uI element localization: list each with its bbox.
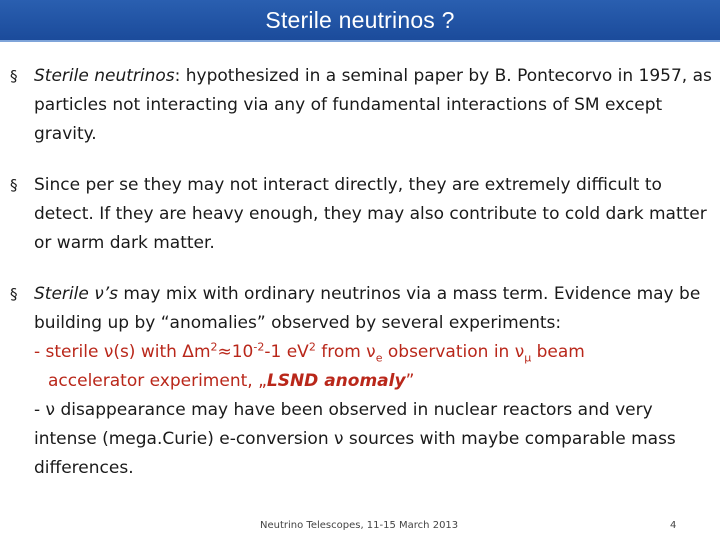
bullet-3-text: [34, 284, 700, 333]
bullet-3-emphasis: Sterile ν’s: [34, 284, 118, 304]
footer-page-number: 4: [670, 520, 677, 531]
bullet-2: [8, 171, 713, 258]
sub-item-reactors: [34, 396, 713, 483]
bullet-1-emphasis: Sterile neutrinos: [34, 66, 175, 86]
bullet-marker: §: [10, 176, 18, 194]
sub-item-lsnd-line1: - sterile ν(s) with $\Delta m^2\approx 10^{-2}-1$ $eV^2$ from $\nu_e$ observation in $\nu_\mu$ beam: [34, 340, 585, 365]
bullet-3-body: may mix with ordinary neutrinos via a mass term. Evidence may be building up by “anomalies” observed by several experiments:: [34, 284, 701, 333]
sub-item-lsnd: [34, 338, 713, 396]
bullet-1-text: [34, 66, 712, 144]
bullet-3: [8, 280, 713, 483]
bullet-marker: §: [10, 285, 18, 303]
bullet-1-body: : hypothesized in a seminal paper by B. Pontecorvo in 1957, as particles not interacting via any of fundamental interactions of SM except gravity.: [34, 66, 712, 144]
bullet-marker: §: [10, 67, 18, 85]
title-bar: [0, 0, 720, 42]
footer-conference: Neutrino Telescopes, 11-15 March 2013: [260, 520, 459, 531]
slide-content: [8, 62, 713, 505]
bullet-1: [8, 62, 713, 149]
sub-item-reactors-text: - ν disappearance may have been observed in nuclear reactors and very intense (mega.Curie) e-conversion ν sources with maybe comparable mass differences.: [34, 400, 676, 478]
slide-title: Sterile neutrinos ?: [265, 6, 455, 33]
lsnd-anomaly-label: LSND anomaly: [266, 371, 406, 391]
bullet-2-text: Since per se they may not interact directly, they are extremely difficult to detect. If they are heavy enough, they may also contribute to cold dark matter or warm dark matter.: [34, 175, 707, 253]
sub-item-lsnd-line2: accelerator experiment, „LSND anomaly”: [48, 371, 415, 391]
